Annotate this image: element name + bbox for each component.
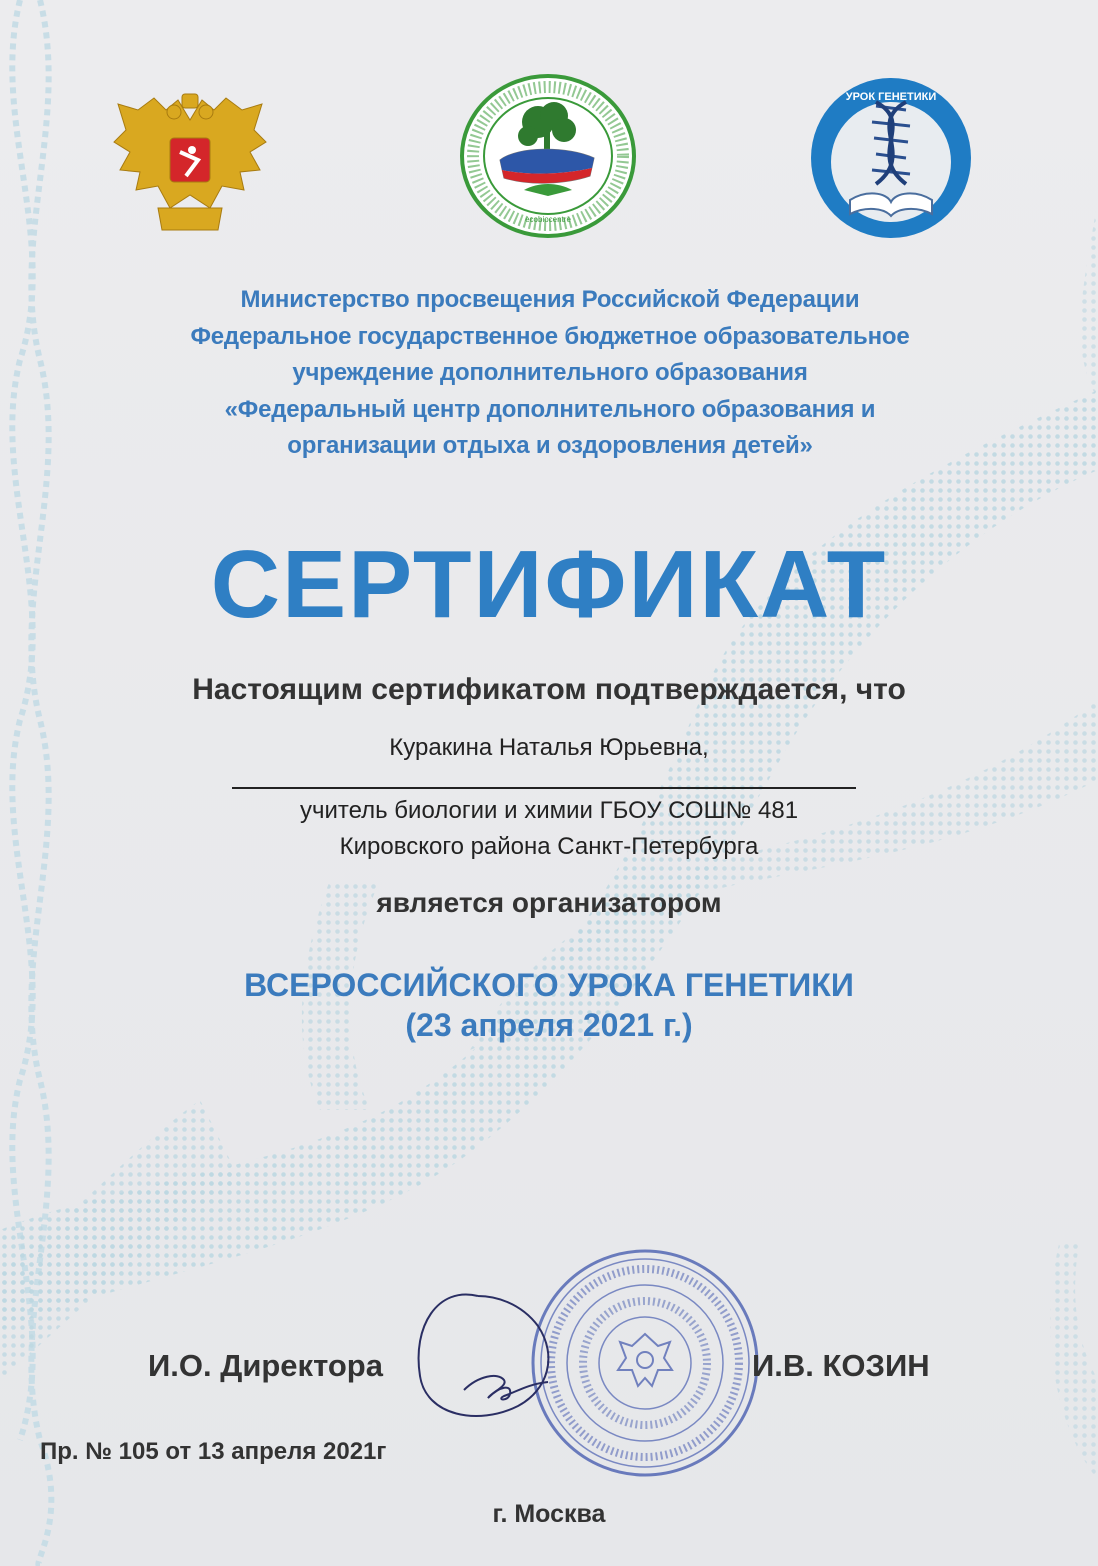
- dna-book-logo: [806, 74, 976, 242]
- ministry-header: [120, 282, 980, 465]
- director-label: И.О. Директора: [148, 1348, 383, 1383]
- confirm-text: Настоящим сертификатом подтверждается, что: [192, 673, 906, 706]
- ministry-line: организации отдыха и оздоровления детей»: [287, 432, 813, 459]
- recipient-name: Куракина Наталья Юрьевна,: [389, 734, 709, 761]
- ministry-line: Министерство просвещения Российской Федерации: [240, 286, 860, 313]
- name-underline-divider: [232, 787, 856, 789]
- event-title: [0, 965, 1098, 1045]
- svg-text:ecobiocentre: ecobiocentre: [525, 215, 571, 224]
- position-line: учитель биологии и химии ГБОУ СОШ№ 481: [299, 797, 799, 824]
- russian-coat-of-arms-icon: [108, 90, 272, 240]
- ministry-line: учреждение дополнительного образования: [292, 359, 808, 386]
- svg-text:УРОК ГЕНЕТИКИ: УРОК ГЕНЕТИКИ: [845, 91, 937, 103]
- position-line: Кировского района Санкт-Петербурга: [339, 833, 759, 860]
- federal-ecological-center-logo: [458, 72, 638, 240]
- certificate-title: СЕРТИФИКАТ: [210, 531, 888, 638]
- recipient-position: [0, 793, 1098, 865]
- city-label: г. Москва: [492, 1500, 606, 1528]
- ministry-line: Федеральное государственное бюджетное образовательное: [190, 322, 910, 350]
- event-line: ВСЕРОССИЙСКОГО УРОКА ГЕНЕТИКИ: [244, 967, 854, 1003]
- order-reference: Пр. № 105 от 13 апреля 2021г: [40, 1438, 387, 1465]
- director-name: И.В. КОЗИН: [752, 1348, 930, 1383]
- event-date: (23 апреля 2021 г.): [405, 1007, 693, 1043]
- handwritten-signature: [408, 1276, 568, 1438]
- role-text: является организатором: [376, 887, 722, 918]
- ministry-line: «Федеральный центр дополнительного образования и: [224, 395, 876, 423]
